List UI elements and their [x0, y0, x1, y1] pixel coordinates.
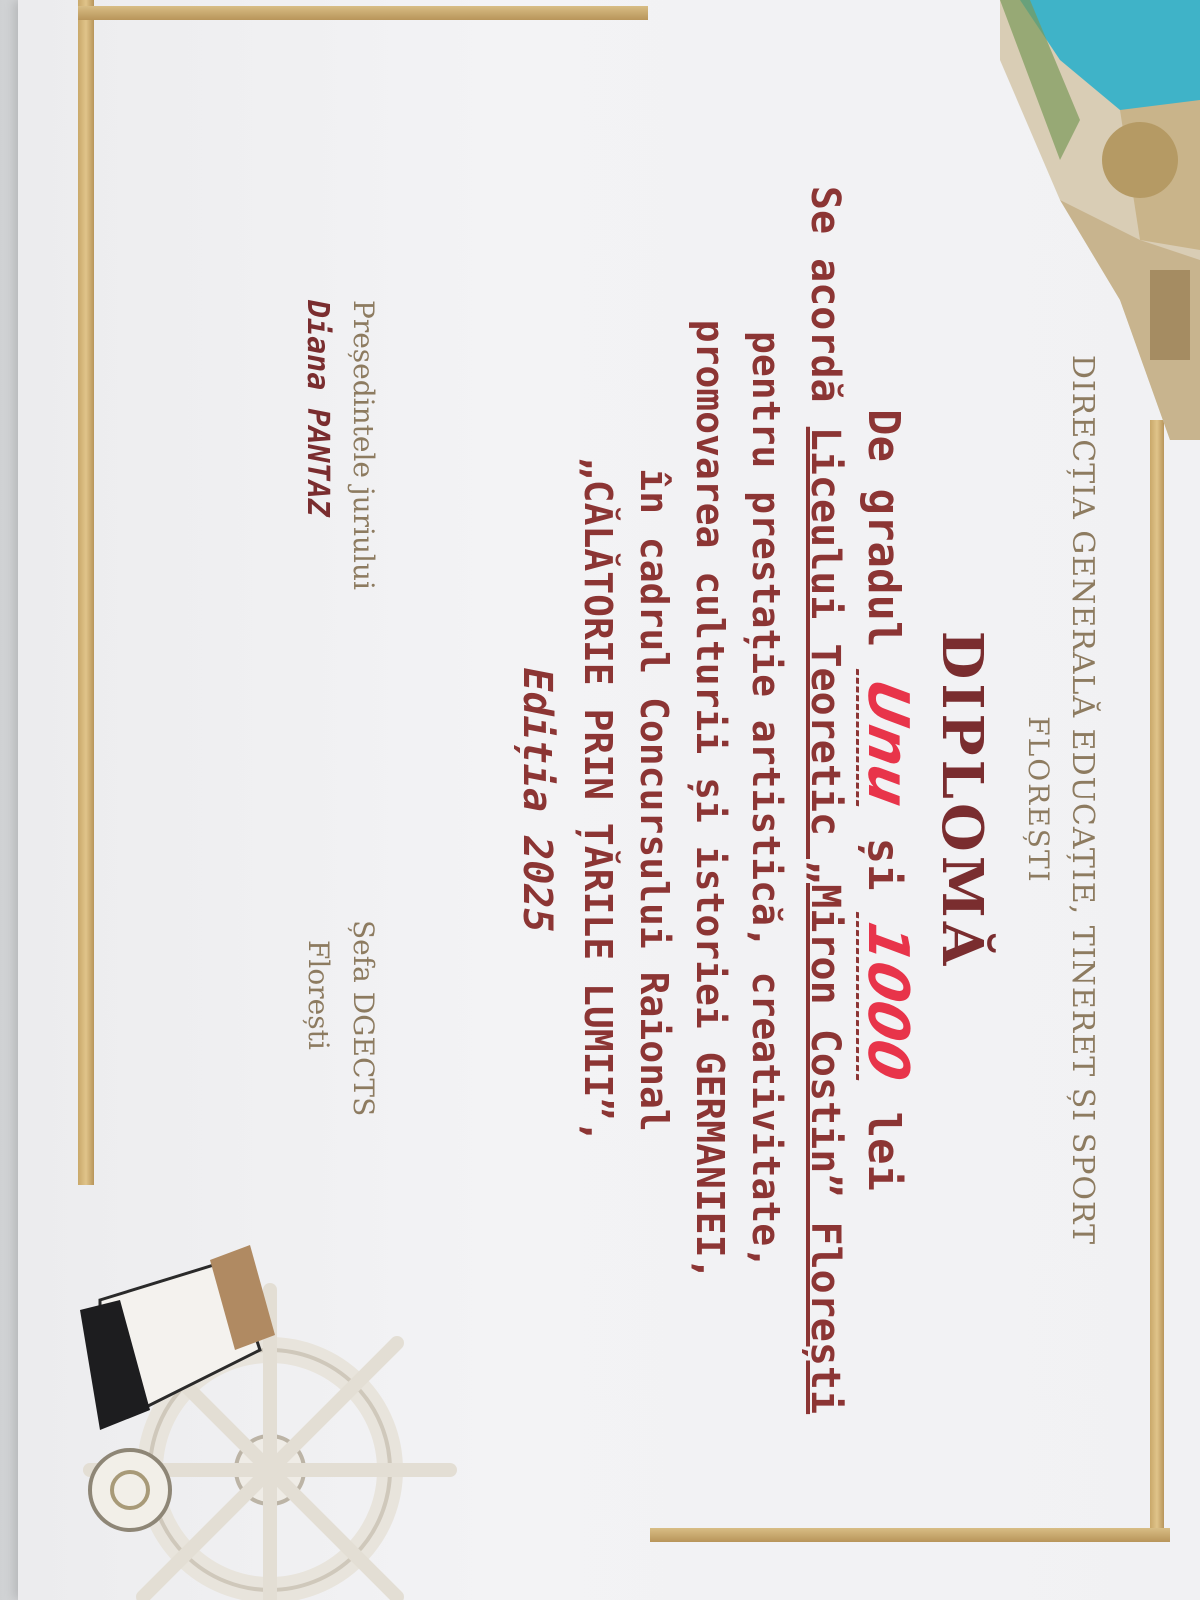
gold-frame-right	[1150, 420, 1164, 1540]
amount-handwritten: 1000	[856, 912, 915, 1090]
gold-frame-top	[78, 6, 648, 20]
recipient-prefix: Se acordă	[802, 185, 848, 403]
dgects-head-place: Florești	[302, 940, 335, 1050]
body-line-1: pentru prestație artistică, creativitate,	[744, 331, 788, 1269]
grade-handwritten: Unu	[856, 669, 915, 817]
diploma-title: DIPLOMĂ	[929, 630, 995, 970]
diploma-text-block	[60, 40, 1140, 1560]
grade-prefix: De gradul	[858, 409, 909, 648]
jury-president-role: Președintele juriului	[347, 300, 380, 590]
institution-name: DIRECȚIA GENERALĂ EDUCAȚIE, TINERET ȘI SPORT	[1065, 354, 1100, 1246]
recipient-name: Liceului Teoretic „Miron Costin” Florești	[802, 426, 848, 1415]
recipient-line	[802, 40, 848, 1560]
jury-president-name: Diana PANTAZ	[300, 300, 335, 517]
institution-city: FLOREȘTI	[1022, 716, 1055, 884]
body-line-3: în cadrul Concursului Raional	[632, 468, 676, 1132]
award-grade-line	[855, 40, 920, 1560]
edition-label: Ediția 2025	[514, 667, 560, 933]
dgects-head-role: Șefa DGECTS	[347, 920, 380, 1117]
grade-connector: și	[858, 837, 909, 891]
currency-label: lei	[858, 1111, 909, 1191]
body-line-2: promovarea culturii și istoriei GERMANIEI,	[688, 319, 732, 1281]
contest-name: „CĂLĂTORIE PRIN ȚĂRILE LUMII”,	[576, 456, 620, 1144]
